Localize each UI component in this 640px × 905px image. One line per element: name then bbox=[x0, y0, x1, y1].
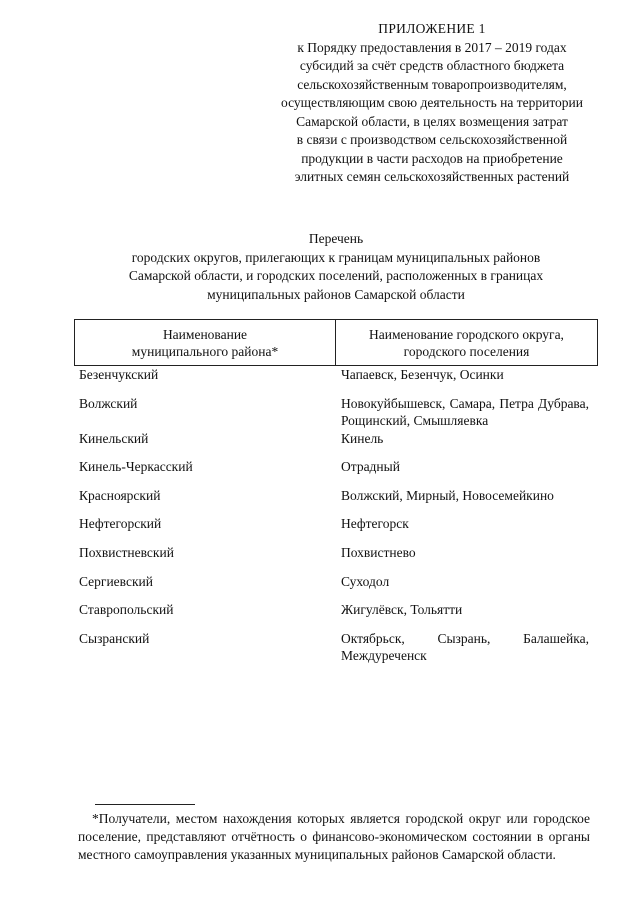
district-name: Сызранский bbox=[79, 631, 150, 646]
appendix-line: сельскохозяйственным товаропроизводителям, bbox=[297, 76, 567, 92]
city-list: Жигулёвск, Тольятти bbox=[341, 602, 463, 617]
district-name: Ставропольский bbox=[79, 602, 174, 617]
city-list: Нефтегорск bbox=[341, 516, 409, 531]
district-name: Сергиевский bbox=[79, 574, 153, 589]
city-list: Похвистнево bbox=[341, 545, 416, 560]
city-list: Кинель bbox=[341, 431, 384, 446]
district-name: Кинельский bbox=[79, 431, 149, 446]
header-text: Наименование городского округа, bbox=[369, 326, 564, 342]
city-list: Отрадный bbox=[341, 459, 400, 474]
appendix-line: к Порядку предоставления в 2017 – 2019 годах bbox=[297, 39, 567, 55]
city-list: Суходол bbox=[341, 574, 390, 589]
header-cell-cities bbox=[336, 320, 598, 366]
table-header bbox=[74, 319, 598, 366]
title-line: городских округов, прилегающих к границам муниципальных районов bbox=[131, 249, 541, 265]
footnote: *Получатели, местом нахождения которых является городской округ или городское поселение, представляют отчётность о финансово-экономическом состоянии в органы местного самоуправления указанных муниципальных районов Самарской области. bbox=[78, 811, 590, 862]
district-name: Кинель-Черкасский bbox=[79, 459, 193, 474]
header-text: городского поселения bbox=[403, 343, 530, 359]
city-list: Волжский, Мирный, Новосемейкино bbox=[341, 488, 554, 503]
city-list: Октябрьск, Сызрань, Балашейка, Междуреченск bbox=[341, 631, 589, 663]
appendix-line: осуществляющим свою деятельность на территории bbox=[281, 95, 583, 110]
district-name: Волжский bbox=[79, 396, 138, 411]
district-name: Нефтегорский bbox=[79, 516, 162, 531]
city-list: Новокуйбышевск, Самара, Петра Дубрава, Рощинский, Смышляевка bbox=[341, 396, 589, 428]
title-line: муниципальных районов Самарской области bbox=[207, 286, 465, 302]
appendix-line: элитных семян сельскохозяйственных растений bbox=[294, 169, 570, 184]
appendix-line: субсидий за счёт средств областного бюджета bbox=[299, 58, 565, 73]
document-title bbox=[60, 230, 612, 304]
appendix-line: в связи с производством сельскохозяйственной bbox=[296, 132, 568, 147]
district-name: Красноярский bbox=[79, 488, 161, 503]
district-name: Похвистневский bbox=[79, 545, 174, 560]
appendix-line: Самарской области, в целях возмещения затрат bbox=[296, 113, 568, 129]
appendix-block bbox=[262, 20, 602, 187]
header-text: муниципального района* bbox=[131, 343, 279, 359]
district-name: Безенчукский bbox=[79, 367, 159, 382]
city-list: Чапаевск, Безенчук, Осинки bbox=[341, 367, 504, 382]
title-heading: Перечень bbox=[308, 231, 364, 246]
header-cell-district bbox=[75, 320, 336, 366]
appendix-heading: ПРИЛОЖЕНИЕ 1 bbox=[378, 21, 486, 36]
title-line: Самарской области, и городских поселений, расположенных в границах bbox=[128, 268, 544, 283]
header-text: Наименование bbox=[162, 326, 248, 342]
footnote-divider bbox=[95, 804, 195, 805]
appendix-line: продукции в части расходов на приобретение bbox=[301, 150, 563, 166]
